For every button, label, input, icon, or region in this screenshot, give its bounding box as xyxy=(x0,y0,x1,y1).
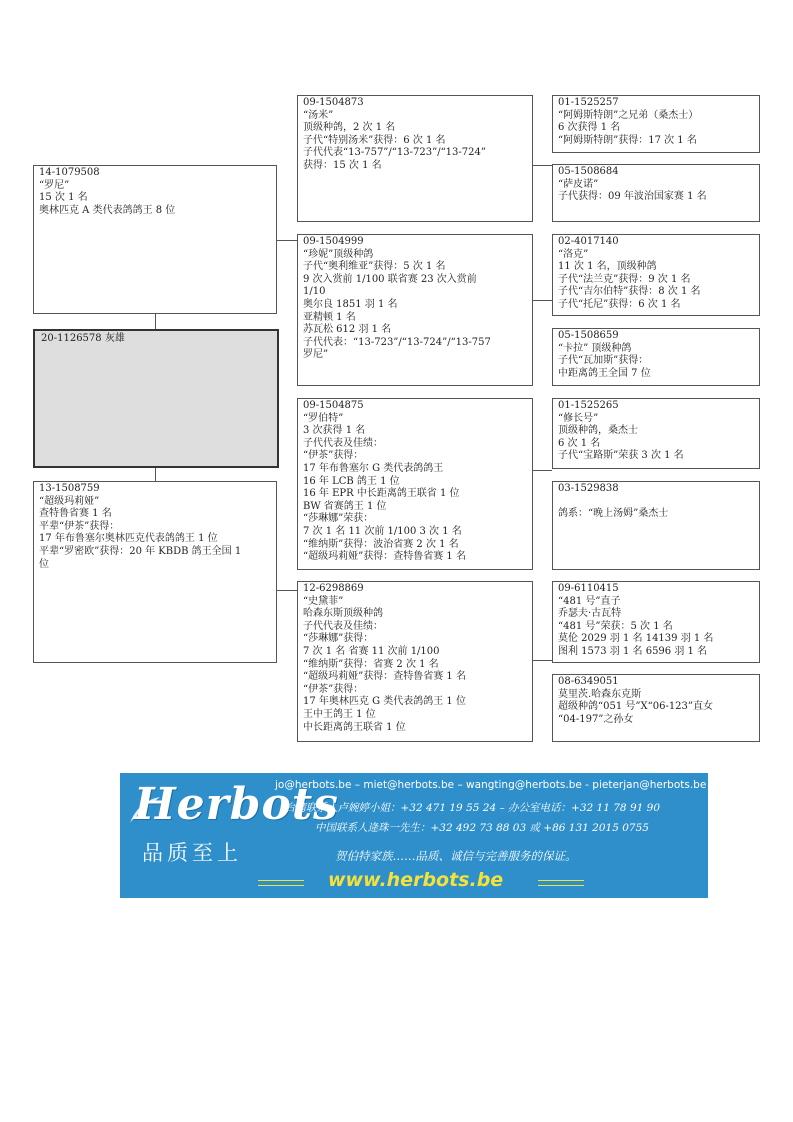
connector xyxy=(533,300,552,301)
pedigree-line: “481 号”荣获：5 次 1 名 xyxy=(558,620,673,632)
pedigree-line: 子代“宝路斯”荣获 3 次 1 名 xyxy=(558,450,684,462)
ring-number: 02-4017140 xyxy=(558,236,619,247)
pedigree-dss xyxy=(552,398,760,469)
pedigree-line: “萨皮诺” xyxy=(558,178,599,190)
ring-number: 05-1508659 xyxy=(558,330,619,341)
footer-banner xyxy=(120,773,708,898)
connector xyxy=(533,470,552,471)
pedigree-line xyxy=(558,496,754,509)
pedigree-line: 17 年布鲁塞尔 G 类代表鸽鸽王 xyxy=(303,462,444,474)
website-link[interactable]: www.herbots.be xyxy=(328,869,504,891)
pedigree-line: “04-197”之孙女 xyxy=(558,713,634,725)
pedigree-line: 莫伦 2029 羽 1 名 14139 羽 1 名 xyxy=(558,633,714,645)
pedigree-line: 顶级种鸽，2 次 1 名 xyxy=(303,122,396,134)
pedigree-line: 子代“吉尔伯特”获得：8 次 1 名 xyxy=(558,286,701,298)
connector xyxy=(277,590,297,591)
pedigree-line: 子代“法兰克”获得：9 次 1 名 xyxy=(558,273,691,285)
herbots-logo: Herbots xyxy=(134,779,339,830)
pedigree-line: 超级种鸽“051 号”X“06-123”直女 xyxy=(558,701,714,713)
ring-number: 14-1079508 xyxy=(39,167,100,178)
pedigree-line: “维纳斯”获得：省赛 2 次 1 名 xyxy=(303,658,439,670)
pedigree-line: “超级玛莉娅”获得：查特鲁省赛 1 名 xyxy=(303,671,466,683)
pedigree-dam-dam xyxy=(297,581,533,742)
pedigree-sire-dam xyxy=(297,234,533,386)
pedigree-line: 王中王鸽王 1 位 xyxy=(303,708,376,720)
pedigree-line: 6 次 1 名 xyxy=(558,437,601,449)
pedigree-line: 子代代表“13-757”/“13-723”/“13-724” xyxy=(303,147,486,159)
pedigree-line: 9 次入赏前 1/100 联省赛 23 次入赏前 xyxy=(303,273,477,285)
pedigree-line: 查特鲁省赛 1 名 xyxy=(39,508,112,520)
pedigree-line: BW 省赛鸽王 1 位 xyxy=(303,500,387,512)
decorative-dash xyxy=(258,880,304,886)
pedigree-line: “481 号”直子 xyxy=(558,595,621,607)
connector xyxy=(533,660,552,661)
slogan: 品质至上 xyxy=(142,841,242,865)
pedigree-line: “超级玛莉娅”获得：查特鲁省赛 1 名 xyxy=(303,551,466,563)
pedigree-line: 图利 1573 羽 1 名 6596 羽 1 名 xyxy=(558,645,708,657)
pedigree-line: 子代代表及佳绩： xyxy=(303,437,383,449)
pedigree-line: 鸽系：“晚上汤姆”桑杰士 xyxy=(558,508,669,520)
pedigree-line: 7 次 1 名 11 次前 1/100 3 次 1 名 xyxy=(303,525,462,537)
pedigree-line: “维纳斯”获得：波治省赛 2 次 1 名 xyxy=(303,538,459,550)
ring-number: 01-1525265 xyxy=(558,400,619,411)
pedigree-dds xyxy=(552,581,760,663)
pedigree-dam xyxy=(33,481,277,663)
pedigree-line: “伊茶”获得： xyxy=(303,683,364,695)
pedigree-line: 7 次 1 名 省赛 11 次前 1/100 xyxy=(303,645,440,657)
pedigree-sdd xyxy=(552,328,760,386)
pedigree-line: 平辈“罗密欧”获得：20 年 KBDB 鸽王全国 1 xyxy=(39,545,242,557)
pedigree-line: 乔瑟夫·古瓦特 xyxy=(558,608,622,620)
pedigree-line: 11 次 1 名，顶级种鸽 xyxy=(558,261,657,273)
pedigree-line: “修长号” xyxy=(558,412,599,424)
pedigree-line: “莎琳娜”荣获： xyxy=(303,513,374,525)
pedigree-subject xyxy=(33,329,279,468)
ring-number: 01-1525257 xyxy=(558,97,619,108)
pedigree-line: “罗尼” xyxy=(39,179,70,191)
pedigree-line: “伊茶”获得： xyxy=(303,450,364,462)
ring-number: 12-6298869 xyxy=(303,583,364,594)
pedigree-line: 顶级种鸽，桑杰士 xyxy=(558,425,638,437)
ring-number: 09-6110415 xyxy=(558,583,619,594)
pedigree-line: “卡拉” 顶级种鸽 xyxy=(558,342,632,354)
pedigree-line: 16 年 LCB 鸽王 1 位 xyxy=(303,475,400,487)
pedigree-line: 子代代表：“13-723”/“13-724”/“13-757 xyxy=(303,336,491,348)
connector xyxy=(277,240,297,241)
contact-china: 中国联系人逄珠一先生：+32 492 73 88 03 或 +86 131 2015 0755 xyxy=(315,822,649,834)
pedigree-line: 罗尼” xyxy=(303,349,329,361)
motto: 贺伯特家族……品质、诚信与完善服务的保证。 xyxy=(335,849,577,863)
pedigree-line: 哈森东斯顶级种鸽 xyxy=(303,608,383,620)
ring-number: 13-1508759 xyxy=(39,483,100,494)
pedigree-line: 6 次获得 1 名 xyxy=(558,122,621,134)
pedigree-line: 16 年 EPR 中长距离鸽王联省 1 位 xyxy=(303,488,460,500)
pedigree-line: “汤米” xyxy=(303,109,334,121)
ring-number: 09-1504873 xyxy=(303,97,364,108)
pedigree-line: 获得：15 次 1 名 xyxy=(303,159,382,171)
pedigree-sss xyxy=(552,95,760,153)
pedigree-line: 子代“奥利维亚”获得：5 次 1 名 xyxy=(303,261,446,273)
ring-number: 05-1508684 xyxy=(558,166,619,177)
pedigree-line: 中距离鸽王全国 7 位 xyxy=(558,367,651,379)
pedigree-ddd xyxy=(552,674,760,742)
pedigree-sire xyxy=(33,165,277,314)
pedigree-line: “罗伯特” xyxy=(303,412,344,424)
ring-number: 20-1126578 灰雄 xyxy=(41,333,125,344)
pedigree-line: “珍妮”顶级种鸽 xyxy=(303,248,374,260)
pedigree-line: 平辈“伊茶”获得： xyxy=(39,520,120,532)
pedigree-dam-sire xyxy=(297,398,533,570)
connector xyxy=(155,468,156,482)
ring-number: 08-6349051 xyxy=(558,676,619,687)
pedigree-ssd xyxy=(552,164,760,222)
pedigree-line: 子代代表及佳绩： xyxy=(303,620,383,632)
pedigree-line: 3 次获得 1 名 xyxy=(303,425,366,437)
pedigree-line: 17 年布鲁塞尔奥林匹克代表鸽鸽王 1 位 xyxy=(39,533,218,545)
pedigree-dsd xyxy=(552,481,760,570)
ring-number: 09-1504999 xyxy=(303,236,364,247)
pedigree-line: 苏瓦松 612 羽 1 名 xyxy=(303,324,392,336)
connector xyxy=(155,314,156,330)
pedigree-line: 位 xyxy=(39,558,49,570)
pedigree-line: “莎琳娜”获得： xyxy=(303,633,374,645)
pedigree-sds xyxy=(552,234,760,316)
pedigree-line: 子代“瓦加斯”获得： xyxy=(558,355,649,367)
pedigree-sire-sire xyxy=(297,95,533,222)
pedigree-line: “阿姆斯特朗”获得：17 次 1 名 xyxy=(558,134,697,146)
pedigree-line: “史黛菲” xyxy=(303,595,344,607)
contact-taiwan: 台湾联系人卢婉婷小姐：+32 471 19 55 24 – 办公室电话：+32 11 78 91 90 xyxy=(285,802,661,814)
ring-number: 09-1504875 xyxy=(303,400,364,411)
connector xyxy=(533,165,552,166)
pedigree-line: 子代获得：09 年波治国家赛 1 名 xyxy=(558,191,707,203)
pedigree-line: “超级玛莉娅” xyxy=(39,495,100,507)
pedigree-line: 奥林匹克 A 类代表鸽鸽王 8 位 xyxy=(39,204,176,216)
ring-number: 03-1529838 xyxy=(558,483,619,494)
pedigree-line: “洛克” xyxy=(558,248,589,260)
decorative-dash xyxy=(538,880,584,886)
pedigree-line: 子代“托尼”获得：6 次 1 名 xyxy=(558,298,681,310)
contact-emails: jo@herbots.be – miet@herbots.be – wangting@herbots.be - pieterjan@herbots.be xyxy=(275,779,707,791)
pedigree-line: 15 次 1 名 xyxy=(39,192,88,204)
pedigree-line: “阿姆斯特朗”之兄弟（桑杰士） xyxy=(558,109,699,121)
pedigree-line: 莫里茨.哈森东克斯 xyxy=(558,688,642,700)
pedigree-line: 奥尔良 1851 羽 1 名 xyxy=(303,298,398,310)
pedigree-line: 17 年奥林匹克 G 类代表鸽鸽王 1 位 xyxy=(303,696,466,708)
pedigree-line: 1/10 xyxy=(303,286,326,298)
pedigree-line: 亚精顿 1 名 xyxy=(303,311,356,323)
pedigree-line: 中长距离鸽王联省 1 位 xyxy=(303,721,406,733)
pedigree-line: 子代“特别汤米”获得：6 次 1 名 xyxy=(303,134,446,146)
